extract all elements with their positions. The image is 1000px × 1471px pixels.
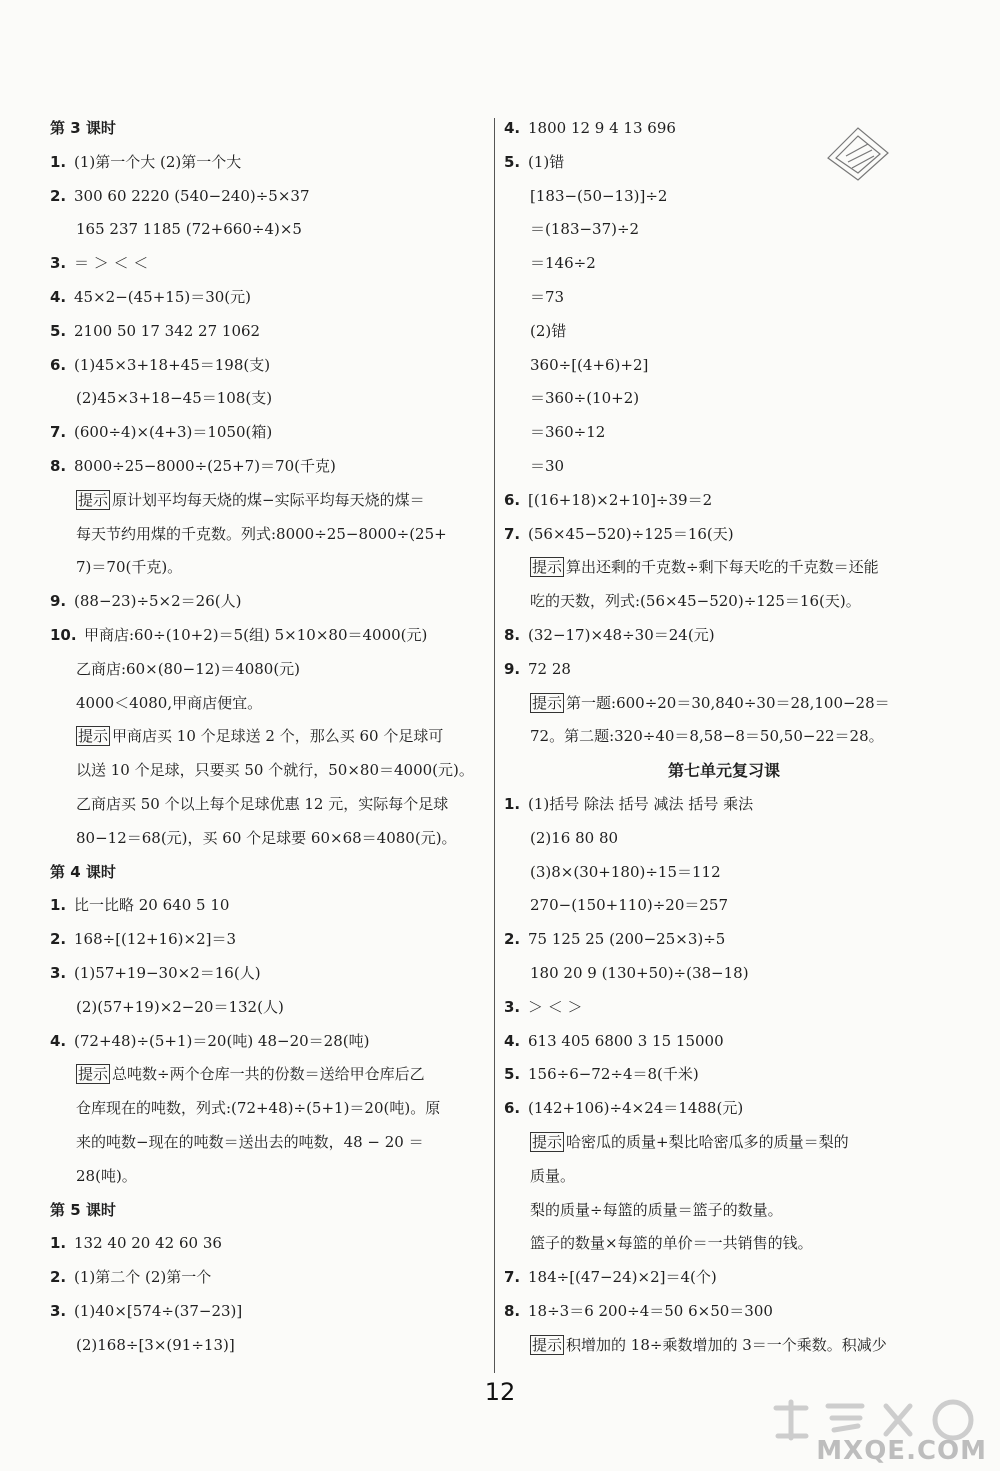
right-line — [504, 619, 944, 653]
answer-text: [(16+18)×2+10]÷39＝2 — [528, 490, 713, 509]
right-line — [504, 856, 944, 890]
question-number: 1. — [50, 152, 67, 171]
question-number: 2. — [50, 186, 67, 205]
answer-text: 甲商店:60÷(10+2)＝5(组) 5×10×80＝4000(元) — [84, 625, 428, 644]
right-line — [504, 1227, 944, 1261]
answer-text: (1)第一个大 (2)第一个大 — [74, 152, 242, 171]
right-line — [504, 720, 944, 754]
answer-text: 28(吨)。 — [76, 1166, 137, 1185]
answer-text: (1)第二个 (2)第一个 — [74, 1268, 212, 1287]
question-number: 7. — [504, 1268, 521, 1287]
question-number: 4. — [50, 287, 67, 306]
answer-text: 梨的质量÷每篮的质量＝篮子的数量。 — [530, 1200, 783, 1219]
answer-text: 篮子的数量×每篮的单价＝一共销售的钱。 — [530, 1234, 813, 1253]
left-line — [50, 146, 490, 180]
right-line — [504, 315, 944, 349]
left-line — [50, 822, 490, 856]
question-number: 4. — [504, 119, 521, 137]
section-heading: 第 3 课时 — [50, 119, 116, 137]
question-number: 5. — [504, 1065, 521, 1084]
answer-text: 7)＝70(千克)。 — [76, 558, 183, 577]
left-line — [50, 856, 490, 890]
right-line — [504, 1092, 944, 1126]
right-line — [504, 1058, 944, 1092]
hint-label: 提示 — [78, 1065, 109, 1084]
answer-text: ＝360÷12 — [530, 423, 606, 442]
answer-text: 来的吨数−现在的吨数＝送出去的吨数，48 − 20 ＝ — [76, 1132, 424, 1151]
question-number: 8. — [504, 1301, 521, 1320]
question-number: 4. — [504, 1031, 521, 1050]
right-line — [504, 889, 944, 923]
answer-text: (2)(57+19)×2−20＝132(人) — [76, 997, 284, 1016]
right-line — [504, 551, 944, 585]
question-number: 1. — [50, 896, 67, 915]
answer-text: 以送 10 个足球，只要买 50 个就行，50×80＝4000(元)。 — [76, 761, 474, 780]
left-line — [50, 281, 490, 315]
right-line — [504, 1329, 944, 1363]
answer-text: 积增加的 18÷乘数增加的 3＝一个乘数。积减少 — [566, 1335, 887, 1354]
unit-heading: 第七单元复习课 — [667, 761, 780, 781]
right-line — [504, 687, 944, 721]
answer-text: (2)错 — [530, 321, 567, 340]
question-number: 4. — [50, 1031, 67, 1050]
right-line — [504, 1126, 944, 1160]
question-number: 8. — [50, 456, 67, 475]
answer-text: 吃的天数，列式:(56×45−520)÷125＝16(天)。 — [530, 592, 861, 611]
answer-text: (2)168÷[3×(91÷13)] — [76, 1335, 235, 1354]
question-number: 3. — [50, 963, 67, 982]
answer-text: ＝30 — [530, 456, 565, 475]
left-line — [50, 450, 490, 484]
left-line — [50, 518, 490, 552]
answer-text: 18÷3＝6 200÷4＝50 6×50＝300 — [528, 1301, 773, 1320]
answer-text: (142+106)÷4×24＝1488(元) — [528, 1099, 744, 1118]
right-line — [504, 957, 944, 991]
left-line — [50, 889, 490, 923]
answer-text: ＝360÷(10+2) — [530, 389, 640, 408]
right-line — [504, 923, 944, 957]
left-line — [50, 1126, 490, 1160]
right-line — [504, 991, 944, 1025]
hint-label: 提示 — [78, 490, 109, 509]
answer-text: (1)错 — [528, 152, 565, 171]
answer-text: 300 60 2220 (540−240)÷5×37 — [74, 186, 310, 205]
answer-text: (1)40×[574÷(37−23)] — [74, 1301, 243, 1320]
answer-text: ＝146÷2 — [530, 254, 596, 273]
left-line — [50, 1058, 490, 1092]
question-number: 2. — [50, 930, 67, 949]
left-line — [50, 315, 490, 349]
answer-text: (2)16 80 80 — [530, 828, 619, 847]
right-line — [504, 822, 944, 856]
answer-text: 72。第二题:320÷40＝8,58−8＝50,50−22＝28。 — [530, 727, 884, 746]
answer-text: (56×45−520)÷125＝16(天) — [528, 524, 734, 543]
left-line — [50, 349, 490, 383]
left-line — [50, 1295, 490, 1329]
right-line — [504, 382, 944, 416]
left-line — [50, 1227, 490, 1261]
answer-text: 72 28 — [528, 659, 571, 678]
watermark — [768, 1398, 993, 1468]
right-line — [504, 484, 944, 518]
question-number: 6. — [50, 355, 67, 374]
answer-text: 360÷[(4+6)+2] — [530, 355, 649, 374]
answer-text: (88−23)÷5×2＝26(人) — [74, 592, 242, 611]
answer-text: (2)45×3+18−45＝108(支) — [76, 389, 273, 408]
question-number: 7. — [50, 423, 67, 442]
question-number: 6. — [504, 1099, 521, 1118]
question-number: 5. — [504, 152, 521, 171]
left-line — [50, 382, 490, 416]
left-line — [50, 112, 490, 146]
answer-text: 132 40 20 42 60 36 — [74, 1234, 222, 1253]
right-line — [504, 585, 944, 619]
hint-label: 提示 — [532, 693, 563, 712]
right-line — [504, 1025, 944, 1059]
corner-stamp-icon — [818, 118, 898, 188]
answer-text: 165 237 1185 (72+660÷4)×5 — [76, 220, 302, 239]
answer-text: (32−17)×48÷30＝24(元) — [528, 625, 715, 644]
left-line — [50, 1025, 490, 1059]
answer-text: 每天节约用煤的千克数。列式:8000÷25−8000÷(25+ — [76, 524, 447, 543]
left-column — [50, 112, 490, 1362]
left-line — [50, 551, 490, 585]
right-line — [504, 450, 944, 484]
left-line — [50, 720, 490, 754]
answer-text: (1)45×3+18+45＝198(支) — [74, 355, 271, 374]
right-line — [504, 518, 944, 552]
left-line — [50, 687, 490, 721]
column-divider — [494, 118, 495, 1373]
right-line — [504, 281, 944, 315]
answer-text: 乙商店:60×(80−12)＝4080(元) — [76, 659, 301, 678]
left-line — [50, 213, 490, 247]
right-line — [504, 1160, 944, 1194]
answer-text: 哈密瓜的质量+梨比哈密瓜多的质量＝梨的 — [566, 1132, 849, 1151]
question-number: 2. — [50, 1268, 67, 1287]
right-line — [504, 247, 944, 281]
right-line — [504, 349, 944, 383]
question-number: 9. — [504, 659, 521, 678]
answer-text: 75 125 25 (200−25×3)÷5 — [528, 930, 726, 949]
question-number: 9. — [50, 592, 67, 611]
left-line — [50, 957, 490, 991]
question-number: 10. — [50, 625, 77, 644]
left-line — [50, 923, 490, 957]
answer-text: ＝ ＞ ＜ ＜ — [74, 254, 149, 273]
left-line — [50, 1092, 490, 1126]
answer-text: ＝(183−37)÷2 — [530, 220, 640, 239]
hint-label: 提示 — [78, 727, 109, 746]
answer-text: [183−(50−13)]÷2 — [530, 186, 668, 205]
answer-text: 比一比略 20 640 5 10 — [74, 896, 230, 915]
answer-text: 第一题:600÷20＝30,840÷30＝28,100−28＝ — [566, 693, 890, 712]
right-line — [504, 1261, 944, 1295]
answer-text: 甲商店买 10 个足球送 2 个，那么买 60 个足球可 — [112, 727, 444, 746]
right-line — [504, 213, 944, 247]
question-number: 3. — [504, 997, 521, 1016]
left-line — [50, 1160, 490, 1194]
question-number: 2. — [504, 930, 521, 949]
answer-text: 2100 50 17 342 27 1062 — [74, 321, 261, 340]
answer-text: (1)57+19−30×2＝16(人) — [74, 963, 261, 982]
watermark-text: MXQE.COM — [816, 1436, 987, 1466]
left-line — [50, 754, 490, 788]
answer-text: 8000÷25−8000÷(25+7)＝70(千克) — [74, 456, 336, 475]
answer-text: (72+48)÷(5+1)＝20(吨) 48−20＝28(吨) — [74, 1031, 370, 1050]
answer-text: (600÷4)×(4+3)＝1050(箱) — [74, 423, 273, 442]
question-number: 1. — [504, 794, 521, 813]
left-line — [50, 180, 490, 214]
answer-text: (3)8×(30+180)÷15＝112 — [530, 862, 721, 881]
page-number: 12 — [484, 1378, 516, 1406]
answer-text: 184÷[(47−24)×2]＝4(个) — [528, 1268, 717, 1287]
answer-text: 算出还剩的千克数÷剩下每天吃的千克数＝还能 — [566, 558, 879, 577]
answer-text: 45×2−(45+15)＝30(元) — [74, 287, 252, 306]
right-line — [504, 1194, 944, 1228]
section-heading: 第 5 课时 — [50, 1200, 116, 1219]
answer-text: 总吨数÷两个仓库一共的份数＝送给甲仓库后乙 — [112, 1065, 425, 1084]
left-line — [50, 653, 490, 687]
answer-text: 乙商店买 50 个以上每个足球优惠 12 元，实际每个足球 — [76, 794, 449, 813]
answer-text: ＝73 — [530, 287, 565, 306]
question-number: 6. — [504, 490, 521, 509]
question-number: 5. — [50, 321, 67, 340]
left-line — [50, 416, 490, 450]
left-line — [50, 619, 490, 653]
left-line — [50, 1194, 490, 1228]
left-line — [50, 788, 490, 822]
answer-text: 仓库现在的吨数，列式:(72+48)÷(5+1)＝20(吨)。原 — [76, 1099, 441, 1118]
answer-text: (1)括号 除法 括号 减法 括号 乘法 — [528, 794, 754, 813]
left-line — [50, 991, 490, 1025]
question-number: 3. — [50, 1301, 67, 1320]
left-line — [50, 484, 490, 518]
right-line — [504, 1295, 944, 1329]
hint-label: 提示 — [532, 558, 563, 577]
right-column — [504, 112, 944, 1362]
answer-text: 80−12＝68(元)，买 60 个足球要 60×68＝4080(元)。 — [76, 828, 457, 847]
hint-label: 提示 — [532, 1335, 563, 1354]
right-line — [504, 788, 944, 822]
right-line — [504, 653, 944, 687]
question-number: 7. — [504, 524, 521, 543]
answer-text: 质量。 — [530, 1166, 576, 1185]
section-heading: 第 4 课时 — [50, 862, 116, 881]
question-number: 1. — [50, 1234, 67, 1253]
answer-text: 4000＜4080,甲商店便宜。 — [76, 693, 263, 712]
question-number: 8. — [504, 625, 521, 644]
hint-label: 提示 — [532, 1132, 563, 1151]
left-line — [50, 247, 490, 281]
answer-text: 180 20 9 (130+50)÷(38−18) — [530, 963, 749, 982]
answer-text: 168÷[(12+16)×2]＝3 — [74, 930, 237, 949]
answer-text: 1800 12 9 4 13 696 — [528, 119, 676, 137]
left-line — [50, 1329, 490, 1363]
answer-text: 156÷6−72÷4＝8(千米) — [528, 1065, 699, 1084]
answer-text: ＞ ＜ ＞ — [528, 997, 583, 1016]
left-line — [50, 1261, 490, 1295]
question-number: 3. — [50, 254, 67, 273]
answer-text: 613 405 6800 3 15 15000 — [528, 1031, 724, 1050]
answer-text: 270−(150+110)÷20＝257 — [530, 896, 729, 915]
left-line — [50, 585, 490, 619]
answer-text: 原计划平均每天烧的煤−实际平均每天烧的煤＝ — [112, 490, 425, 509]
right-line — [504, 416, 944, 450]
